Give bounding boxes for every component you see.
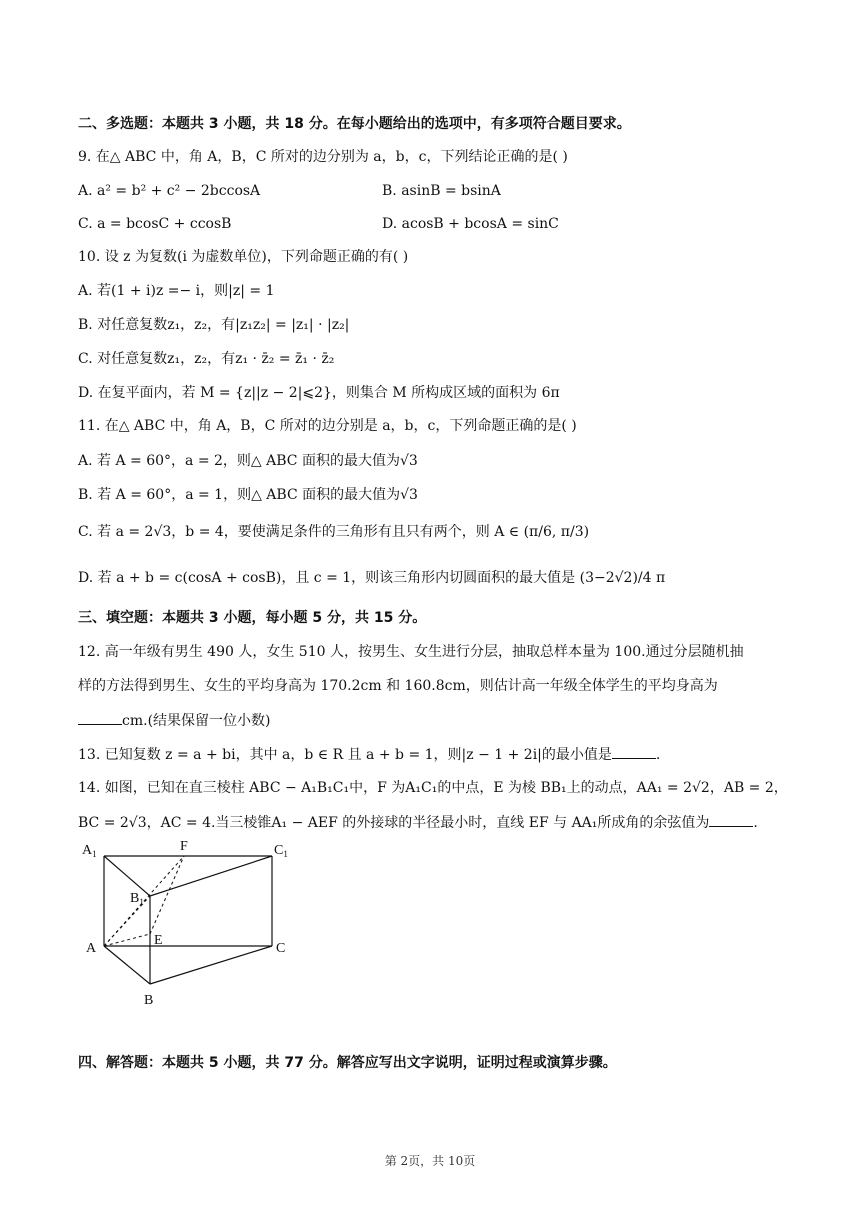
prism-figure (80, 836, 300, 1016)
q9-option-a: A. a² = b² + c² − 2bccosA (78, 183, 261, 199)
q10-option-b: B. 对任意复数z₁，z₂，有|z₁z₂| = |z₁| · |z₂| (78, 317, 350, 333)
q14-line1: 14. 如图，已知在直三棱柱 ABC − A₁B₁C₁中，F 为A₁C₁的中点，E 为棱 BB₁上的动点，AA₁ = 2√2，AB = 2， (78, 780, 788, 796)
q12-line2: 样的方法得到男生、女生的平均身高为 170.2cm 和 160.8cm，则估计高一年级全体学生的平均身高为 (78, 678, 718, 694)
section2-heading: 二、多选题：本题共 3 小题，共 18 分。在每小题给出的选项中，有多项符合题目要求。 (78, 116, 631, 132)
q9-stem: 9. 在△ ABC 中，角 A，B，C 所对的边分别为 a，b，c，下列结论正确的是( ) (78, 149, 568, 165)
q12-line1: 12. 高一年级有男生 490 人，女生 510 人，按男生、女生进行分层，抽取总样本量为 100.通过分层随机抽 (78, 644, 744, 660)
label-b: B (144, 993, 154, 1008)
dashed-a-e (104, 934, 150, 946)
page-footer: 第 2页，共 10页 (384, 1154, 476, 1168)
q13-stem: 13. 已知复数 z = a + bi，其中 a，b ∈ R 且 a + b = 1，则|z − 1 + 2i|的最小值是 (78, 747, 612, 763)
q11-option-d: D. 若 a + b = c(cosA + cosB)，且 c = 1，则该三角形内切圆面积的最大值是 (3−2√2)/4 π (78, 570, 666, 586)
q9-option-b: B. asinB = bsinA (382, 183, 501, 199)
q11-option-c: C. 若 a = 2√3，b = 4，要使满足条件的三角形有且只有两个，则 A ∈ (π/6, π/3) (78, 524, 590, 540)
edge-a-b (104, 946, 150, 984)
q10-option-c: C. 对任意复数z₁，z₂，有z₁ · z̄₂ = z̄₁ · z̄₂ (78, 351, 335, 367)
label-a1: $A_1$ (82, 843, 97, 859)
q10-stem: 10. 设 z 为复数(i 为虚数单位)，下列命题正确的有( ) (78, 249, 409, 265)
q9-option-c: C. a = bcosC + ccosB (78, 216, 232, 232)
edge-b1-c1 (150, 856, 272, 896)
q14-line2: BC = 2√3，AC = 4.当三棱锥A₁ − AEF 的外接球的半径最小时，直线 EF 与 AA₁所成角的余弦值为 . (78, 812, 758, 833)
dashed-e-f (150, 856, 184, 934)
label-b1: $B_1$ (130, 891, 144, 907)
label-c: C (276, 941, 286, 956)
q13-answer-blank (612, 744, 656, 759)
q11-option-a: A. 若 A = 60°，a = 2，则△ ABC 面积的最大值为√3 (78, 453, 418, 469)
label-a: A (86, 941, 97, 956)
q10-option-a: A. 若(1 + i)z =− i，则|z| = 1 (78, 283, 275, 299)
edge-b-c (150, 946, 272, 984)
q12-answer-blank (78, 710, 122, 725)
label-f: F (180, 839, 188, 854)
q10-option-d: D. 在复平面内，若 M = {z||z − 2|⩽2}，则集合 M 所构成区域的面积为 6π (78, 385, 560, 401)
label-c1: $C_1$ (274, 843, 288, 859)
q11-stem: 11. 在△ ABC 中，角 A，B，C 所对的边分别是 a，b，c，下列命题正确的是( ) (78, 418, 577, 434)
edge-a1-b1 (104, 856, 150, 896)
q12-line3-text: cm.(结果保留一位小数) (122, 713, 271, 729)
q13-text: 13. 已知复数 z = a + bi，其中 a，b ∈ R 且 a + b = 1，则|z − 1 + 2i|的最小值是 . (78, 744, 660, 765)
q11-option-b: B. 若 A = 60°，a = 1，则△ ABC 面积的最大值为√3 (78, 487, 418, 503)
label-e: E (154, 933, 163, 948)
q14-line2-text: BC = 2√3，AC = 4.当三棱锥A₁ − AEF 的外接球的半径最小时，直线 EF 与 AA₁所成角的余弦值为 (78, 815, 710, 831)
section4-heading: 四、解答题：本题共 5 小题，共 77 分。解答应写出文字说明，证明过程或演算步骤。 (78, 1055, 617, 1071)
q12-line3 (78, 710, 271, 731)
q9-option-d: D. acosB + bcosA = sinC (382, 216, 559, 232)
section3-heading: 三、填空题：本题共 3 小题，每小题 5 分，共 15 分。 (78, 610, 427, 626)
q14-answer-blank (709, 812, 753, 827)
